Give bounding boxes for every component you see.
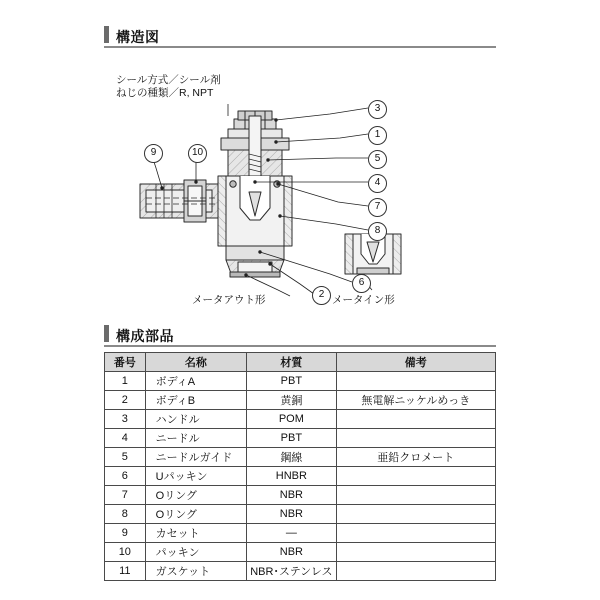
part-name: Oリング [145, 505, 247, 524]
col-header-name: 名称 [145, 353, 247, 372]
part-note: 亜鉛クロメート [336, 448, 495, 467]
part-note: 無電解ニッケルめっき [336, 391, 495, 410]
part-name: ニードルガイド [145, 448, 247, 467]
section-heading-structure [104, 26, 160, 44]
part-note [336, 486, 495, 505]
part-material: NBR･ステンレス [247, 562, 336, 581]
part-no: 9 [105, 524, 146, 543]
part-name: Oリング [145, 486, 247, 505]
part-name: ガスケット [145, 562, 247, 581]
part-material: PBT [247, 429, 336, 448]
part-note [336, 467, 495, 486]
part-name: ハンドル [145, 410, 247, 429]
table-row [105, 372, 496, 391]
part-material: NBR [247, 543, 336, 562]
part-no: 10 [105, 543, 146, 562]
col-header-no: 番号 [105, 353, 146, 372]
part-name: ニードル [145, 429, 247, 448]
part-material: PBT [247, 372, 336, 391]
part-material: NBR [247, 505, 336, 524]
heading-rule-structure [104, 46, 496, 48]
callout-3: 3 [368, 100, 387, 119]
table-row [105, 429, 496, 448]
part-note [336, 410, 495, 429]
part-note [336, 505, 495, 524]
table-row [105, 467, 496, 486]
callout-5: 5 [368, 150, 387, 169]
heading-accent-bar [104, 325, 109, 342]
callout-1: 1 [368, 126, 387, 145]
part-name: Uパッキン [145, 467, 247, 486]
parts-table [104, 352, 496, 581]
part-no: 6 [105, 467, 146, 486]
part-no: 8 [105, 505, 146, 524]
table-row [105, 562, 496, 581]
part-material: — [247, 524, 336, 543]
section-title-structure: 構造図 [116, 29, 160, 45]
part-no: 5 [105, 448, 146, 467]
part-material: HNBR [247, 467, 336, 486]
heading-accent-bar [104, 26, 109, 43]
seal-note-line1: シール方式／シール剤 [116, 74, 221, 86]
table-row [105, 505, 496, 524]
col-header-material: 材質 [247, 353, 336, 372]
heading-rule-parts [104, 345, 496, 347]
part-no: 4 [105, 429, 146, 448]
table-row [105, 543, 496, 562]
callout-7: 7 [368, 198, 387, 217]
callout-6: 6 [352, 274, 371, 293]
structure-diagram [100, 56, 500, 316]
table-row [105, 524, 496, 543]
section-title-parts: 構成部品 [116, 328, 174, 344]
part-material: NBR [247, 486, 336, 505]
part-no: 11 [105, 562, 146, 581]
part-no: 2 [105, 391, 146, 410]
callout-2: 2 [312, 286, 331, 305]
part-note [336, 543, 495, 562]
part-note [336, 562, 495, 581]
part-note [336, 372, 495, 391]
table-row [105, 410, 496, 429]
table-header-row [105, 353, 496, 372]
seal-note-line2: ねじの種類／R, NPT [116, 87, 214, 99]
col-header-note: 備考 [336, 353, 495, 372]
section-heading-parts [104, 325, 174, 343]
part-material: POM [247, 410, 336, 429]
part-no: 7 [105, 486, 146, 505]
meter-out-label: メータアウト形 [192, 294, 266, 306]
part-name: カセット [145, 524, 247, 543]
callout-4: 4 [368, 174, 387, 193]
meter-in-label: メータイン形 [332, 294, 395, 306]
part-name: パッキン [145, 543, 247, 562]
callout-8: 8 [368, 222, 387, 241]
callout-10: 10 [188, 144, 207, 163]
part-no: 1 [105, 372, 146, 391]
part-note [336, 524, 495, 543]
part-material: 鋼線 [247, 448, 336, 467]
part-no: 3 [105, 410, 146, 429]
part-name: ボディA [145, 372, 247, 391]
table-row [105, 486, 496, 505]
callout-9: 9 [144, 144, 163, 163]
part-note [336, 429, 495, 448]
table-row [105, 391, 496, 410]
part-name: ボディB [145, 391, 247, 410]
part-material: 黄銅 [247, 391, 336, 410]
table-row [105, 448, 496, 467]
